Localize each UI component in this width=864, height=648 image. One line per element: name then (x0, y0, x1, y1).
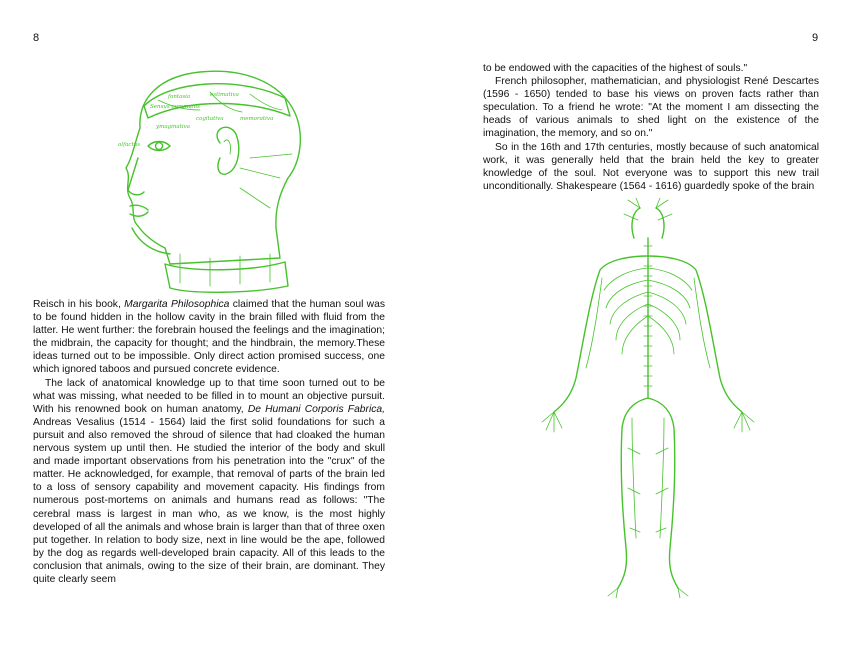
right-paragraph-3: So in the 16th and 17th centuries, mostly because of such anatomical work, it was generally held that the brain held the key to greater knowledge of the soul. Not everyone was to support this new trail unconditionally. Shakespeare (1564 - 1616) guardedly spoke of the brain (483, 141, 819, 192)
phrenology-head-illustration (110, 58, 315, 293)
text-run: claimed that the human soul was to be found hidden in the hollow cavity in the brain filled with fluid from the latter. He went further: the forebrain housed the feelings and the imagination; the midbrain, the capacity for thought; and the hindbrain, the memory.These ideas turned out to be impossible. Only direct action promised success, one which ignored taboos and pursued concrete evidence. (33, 299, 385, 376)
text-run: Reisch in his book, (33, 299, 125, 310)
head-label-estimativa: estimativa (210, 92, 239, 98)
head-label-cogitativa: cogitativa (196, 116, 224, 122)
head-label-sensus: Sensus communis (150, 104, 200, 110)
head-label-ymaginativa: ymaginativa (156, 124, 191, 130)
head-label-memorativa: memorativa (240, 116, 274, 122)
right-page-body-text (483, 62, 819, 193)
left-paragraph-1 (33, 298, 385, 377)
head-label-fantasia: fantasia (168, 94, 191, 100)
nervous-system-illustration (528, 198, 768, 598)
book-title-margarita: Margarita Philosophica (124, 299, 230, 310)
head-label-olfactus: olfactus (118, 142, 141, 148)
book-title-fabrica: De Humani Corporis Fabrica, (247, 403, 385, 415)
text-run: Andreas Vesalius (1514 - 1564) laid the first solid foundations for such a pursuit and also removed the shroud of silence that had cloaked the human nervous system up until then. He studied the interior of the body and skull and made important observations from his penetration into the "crux" of the matter. He acknowledged, for example, that removal of parts of the brain led to a loss of sensory capability and movement capacity. His findings from numerous post-mortems on animals and humans read as follows: "The cerebral mass is largest in man who, as we know, is the most highly developed of all the animals and whose brain is larger than that of three oxen put together. In relation to body size, next in line would be the ape, followed by the dog as regards well-developed brain capacity. All of this leads to the conclusion that animals, owing to the size of their brain, are dominant. They quite clearly seem (33, 416, 385, 585)
left-paragraph-2 (33, 377, 385, 587)
right-paragraph-1: to be endowed with the capacities of the highest of souls." (483, 63, 748, 74)
page-number-right: 9 (812, 32, 819, 44)
page-number-left: 8 (33, 32, 40, 44)
text-run: The lack of anatomical knowledge up to that time soon turned out to be what was missing, what needed to be filled in to mount an objective pursuit. With his renowned book on human anatomy, (33, 377, 385, 415)
right-paragraph-2: French philosopher, mathematician, and physiologist René Descartes (1596 - 1650) tended to base his views on proven facts rather than speculation. To a friend he wrote: "At the moment I am dissecting the heads of various animals to shed light on the existence of the imagination, the memory, and so on." (483, 76, 819, 140)
left-page-body-text (33, 298, 385, 586)
